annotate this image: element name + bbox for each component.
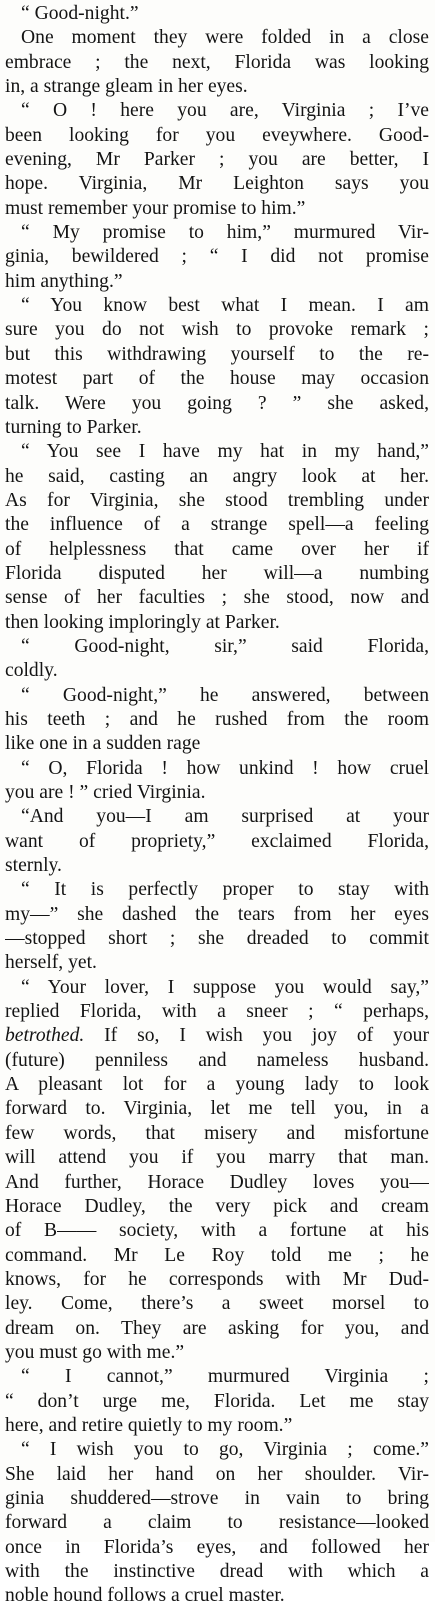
text-line: sure you do not wish to provoke remark ; xyxy=(5,319,429,341)
text-line: hope. Virginia, Mr Leighton says you xyxy=(5,173,429,195)
text-line: he said, casting an angry look at her. xyxy=(5,465,429,487)
text-line: ley. Come, there’s a sweet morsel to xyxy=(5,1293,429,1315)
text-line: “ O, Florida ! how unkind ! how cruel xyxy=(21,757,429,779)
text-line: “ You know best what I mean. I am xyxy=(21,295,429,317)
text-line: dream on. They are asking for you, and xyxy=(5,1317,429,1339)
text-line: A pleasant lot for a young lady to look xyxy=(5,1074,429,1096)
text-line: Horace Dudley, the very pick and cream xyxy=(5,1195,429,1217)
text-line: evening, Mr Parker ; you are better, I xyxy=(5,149,429,171)
text-line: in, a strange gleam in her eyes. xyxy=(5,76,248,98)
text-line: my—” she dashed the tears from her eyes xyxy=(5,903,429,925)
text-line: embrace ; the next, Florida was looking xyxy=(5,51,429,73)
paragraph-your-lover xyxy=(5,976,429,1366)
text-line: noble hound follows a cruel master. xyxy=(5,1585,285,1607)
text-line: —stopped short ; she dreaded to commit xyxy=(5,928,429,950)
paragraph-hat-in-hand xyxy=(5,440,429,635)
text-line: here, and retire quietly to my room.” xyxy=(5,1414,293,1436)
text-line: knows, for he corresponds with Mr Dud- xyxy=(5,1268,429,1290)
text-line: of B—— society, with a fortune at his xyxy=(5,1220,429,1242)
paragraph-goodnight-heading xyxy=(5,2,429,26)
text-line: “ Your lover, I suppose you would say,” xyxy=(21,976,429,998)
text-line: will attend you if you marry that man. xyxy=(5,1147,429,1169)
text-line: turning to Parker. xyxy=(5,416,142,438)
text-line: you are ! ” cried Virginia. xyxy=(5,782,206,803)
text-line: (future) penniless and nameless husband. xyxy=(5,1049,429,1071)
text-line: “ You see I have my hat in my hand,” xyxy=(21,441,429,463)
paragraph-you-know-best xyxy=(5,294,429,440)
text-line: One moment they were folded in a close xyxy=(21,27,429,49)
text-line: his teeth ; and he rushed from the room xyxy=(5,708,429,730)
paragraph-propriety xyxy=(5,805,429,878)
text-line: like one in a sudden rage xyxy=(5,733,201,755)
text-line: command. Mr Le Roy told me ; he xyxy=(5,1244,429,1266)
text-line: sense of her faculties ; she stood, now and xyxy=(5,587,429,609)
text-line: “ don’t urge me, Florida. Let me stay xyxy=(5,1390,429,1412)
text-line: ginia, bewildered ; “ I did not promise xyxy=(5,246,429,268)
text-line: “ Good-night,” he answered, between xyxy=(21,684,429,706)
text-line: And further, Horace Dudley loves you— xyxy=(5,1171,429,1193)
text-line: forward a claim to resistance—looked xyxy=(5,1512,429,1534)
text-line: “And you—I am surprised at your xyxy=(21,806,429,828)
text-line: few words, that misery and misfortune xyxy=(5,1122,429,1144)
text-line: motest part of the house may occasion xyxy=(5,368,429,390)
text-line: but this withdrawing yourself to the re- xyxy=(5,343,429,365)
paragraph-perfectly-proper xyxy=(5,878,429,975)
text-line: of helplessness that came over her if xyxy=(5,538,429,560)
paragraph-wish-you-to-go xyxy=(5,1438,429,1608)
text-line: “ Good-night.” xyxy=(21,3,139,24)
paragraph-i-cannot xyxy=(5,1365,429,1438)
paragraph-how-unkind xyxy=(5,757,429,806)
text-line: forward to. Virginia, let me tell you, in a xyxy=(5,1098,429,1120)
text-line: replied Florida, with a sneer ; “ perhaps, xyxy=(5,1001,429,1023)
text-line: been looking for you eveywhere. Good- xyxy=(5,124,429,146)
text-line: As for Virginia, she stood trembling under xyxy=(5,489,429,511)
paragraph-good-night-sir xyxy=(5,635,429,684)
text-line: “ Good-night, sir,” said Florida, xyxy=(21,635,429,657)
text-line: “ I wish you to go, Virginia ; come.” xyxy=(21,1439,429,1461)
text-line: herself, yet. xyxy=(5,952,97,974)
text-line: “ My promise to him,” murmured Vir- xyxy=(21,222,429,244)
text-line: “ I cannot,” murmured Virginia ; xyxy=(21,1366,429,1388)
text-line: must remember your promise to him.” xyxy=(5,197,306,219)
text-line: She laid her hand on her shoulder. Vir- xyxy=(5,1463,429,1485)
text-line: with the instinctive dread with which a xyxy=(5,1561,429,1582)
text-line: talk. Were you going ? ” she asked, xyxy=(5,392,429,414)
text-line: him anything.” xyxy=(5,270,123,292)
paragraph-he-answered xyxy=(5,684,429,757)
text-line: “ O ! here you are, Virginia ; I’ve xyxy=(21,100,429,122)
paragraph-my-promise xyxy=(5,221,429,294)
text-line: Florida disputed her will—a numbing xyxy=(5,562,429,584)
text-line: “ It is perfectly proper to stay with xyxy=(21,879,429,901)
italic-word: betrothed. xyxy=(5,1025,85,1047)
paragraph-embrace xyxy=(5,26,429,99)
text-line: ginia shuddered—strove in vain to bring xyxy=(5,1487,429,1509)
text-line: sternly. xyxy=(5,855,62,877)
text-line: coldly. xyxy=(5,660,58,682)
text-line: the influence of a strange spell—a feeling xyxy=(5,514,429,536)
text-line: then looking imploringly at Parker. xyxy=(5,611,280,633)
paragraph-here-you-are xyxy=(5,99,429,221)
text-line: betrothed. If so, I wish you joy of your xyxy=(5,1025,429,1047)
text-line: want of propriety,” exclaimed Florida, xyxy=(5,830,429,852)
text-line: you must go with me.” xyxy=(5,1341,185,1363)
text-line: once in Florida’s eyes, and followed her xyxy=(5,1536,429,1558)
